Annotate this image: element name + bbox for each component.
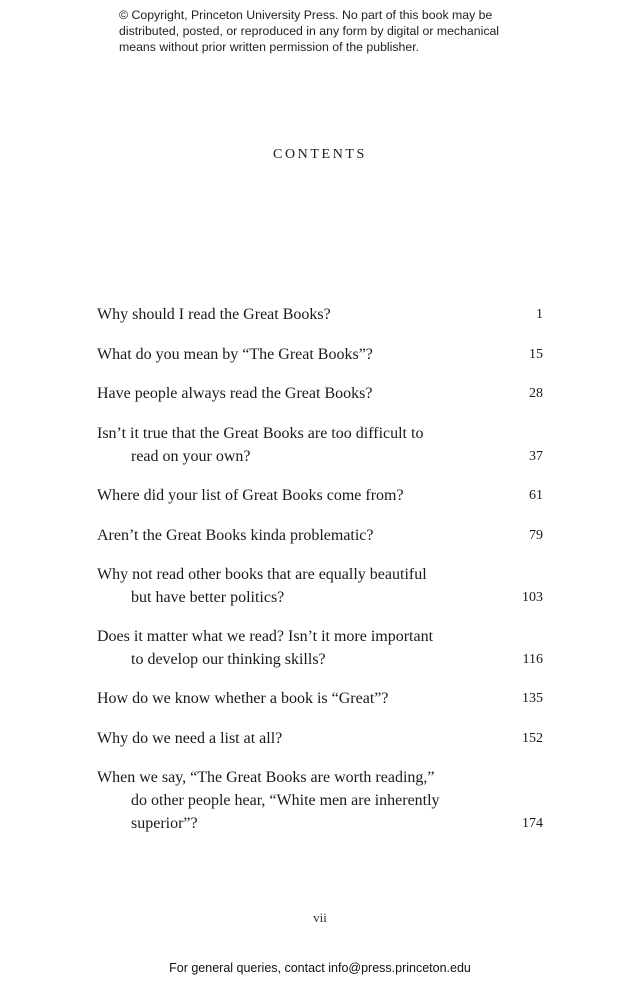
toc-entry-title: How do we know whether a book is “Great”?: [97, 690, 389, 707]
toc-entry-title: do other people hear, “White men are inherently: [131, 792, 440, 809]
toc-entry: [97, 524, 543, 547]
toc-entry-title-line: [97, 812, 543, 835]
toc-entry-title-line: [97, 687, 543, 710]
toc-entry: [97, 563, 543, 609]
toc-entry-title: Isn’t it true that the Great Books are too difficult to: [97, 425, 424, 442]
toc-page-number: 103: [522, 590, 543, 605]
toc-entry: [97, 484, 543, 507]
toc-entry-title: Where did your list of Great Books come from?: [97, 487, 404, 504]
toc-entry-title: Does it matter what we read? Isn’t it more important: [97, 628, 434, 645]
contents-heading: CONTENTS: [273, 147, 367, 162]
toc-entry: [97, 625, 543, 671]
toc-entry: [97, 422, 543, 468]
toc-page-number: 135: [522, 691, 543, 706]
copyright-line: means without prior written permission of the publisher.: [119, 40, 420, 54]
toc-entry-title-line: [97, 727, 543, 750]
toc-entry: [97, 382, 543, 405]
toc-page-number: 174: [522, 816, 543, 831]
toc-page-number: 61: [529, 488, 543, 503]
toc-entry-title: Have people always read the Great Books?: [97, 385, 373, 402]
toc-entry-title: read on your own?: [131, 448, 251, 465]
toc-entry-title-line: [97, 789, 543, 812]
toc-page-number: 28: [529, 386, 543, 401]
toc-entry-title-line: [97, 484, 543, 507]
toc-entry-title: but have better politics?: [131, 589, 285, 606]
toc-entry-title: Why do we need a list at all?: [97, 730, 283, 747]
toc-entry: [97, 343, 543, 366]
toc-page-number: 37: [529, 449, 543, 464]
toc-entry-title: Why should I read the Great Books?: [97, 306, 331, 323]
toc-entry-title-line: [97, 586, 543, 609]
toc-entry-title-line: [97, 445, 543, 468]
toc-entry-title-line: [97, 648, 543, 671]
toc-entry-title-line: [97, 382, 543, 405]
toc-page-number: 15: [529, 347, 543, 362]
page-folio: vii: [313, 910, 327, 925]
toc-entry: [97, 303, 543, 326]
toc-entry: [97, 766, 543, 835]
footer-contact: For general queries, contact info@press.princeton.edu: [169, 961, 471, 975]
toc-page-number: 1: [536, 307, 543, 322]
toc-entry-title: superior”?: [131, 815, 198, 832]
toc-entry-title: to develop our thinking skills?: [131, 651, 326, 668]
copyright-line: distributed, posted, or reproduced in any form by digital or mechanical: [119, 24, 500, 38]
toc-entry-title: Why not read other books that are equally beautiful: [97, 566, 427, 583]
toc-entry-title-line: [97, 766, 543, 789]
toc-page-number: 152: [522, 731, 543, 746]
copyright-line: © Copyright, Princeton University Press. No part of this book may be: [119, 8, 493, 22]
toc-entry-title-line: [97, 343, 543, 366]
toc-entry-title-line: [97, 303, 543, 326]
toc-entry-title-line: [97, 563, 543, 586]
toc-entry-title: Aren’t the Great Books kinda problematic?: [97, 527, 374, 544]
toc-entry-title: What do you mean by “The Great Books”?: [97, 346, 373, 363]
toc-page-number: 79: [529, 528, 543, 543]
toc-entry: [97, 687, 543, 710]
toc-entry-title-line: [97, 625, 543, 648]
toc-entry-title-line: [97, 422, 543, 445]
toc-page-number: 116: [522, 652, 543, 667]
copyright-notice: [119, 7, 539, 55]
toc-entry: [97, 727, 543, 750]
toc-entry-title-line: [97, 524, 543, 547]
toc-entry-title: When we say, “The Great Books are worth reading,”: [97, 769, 435, 786]
